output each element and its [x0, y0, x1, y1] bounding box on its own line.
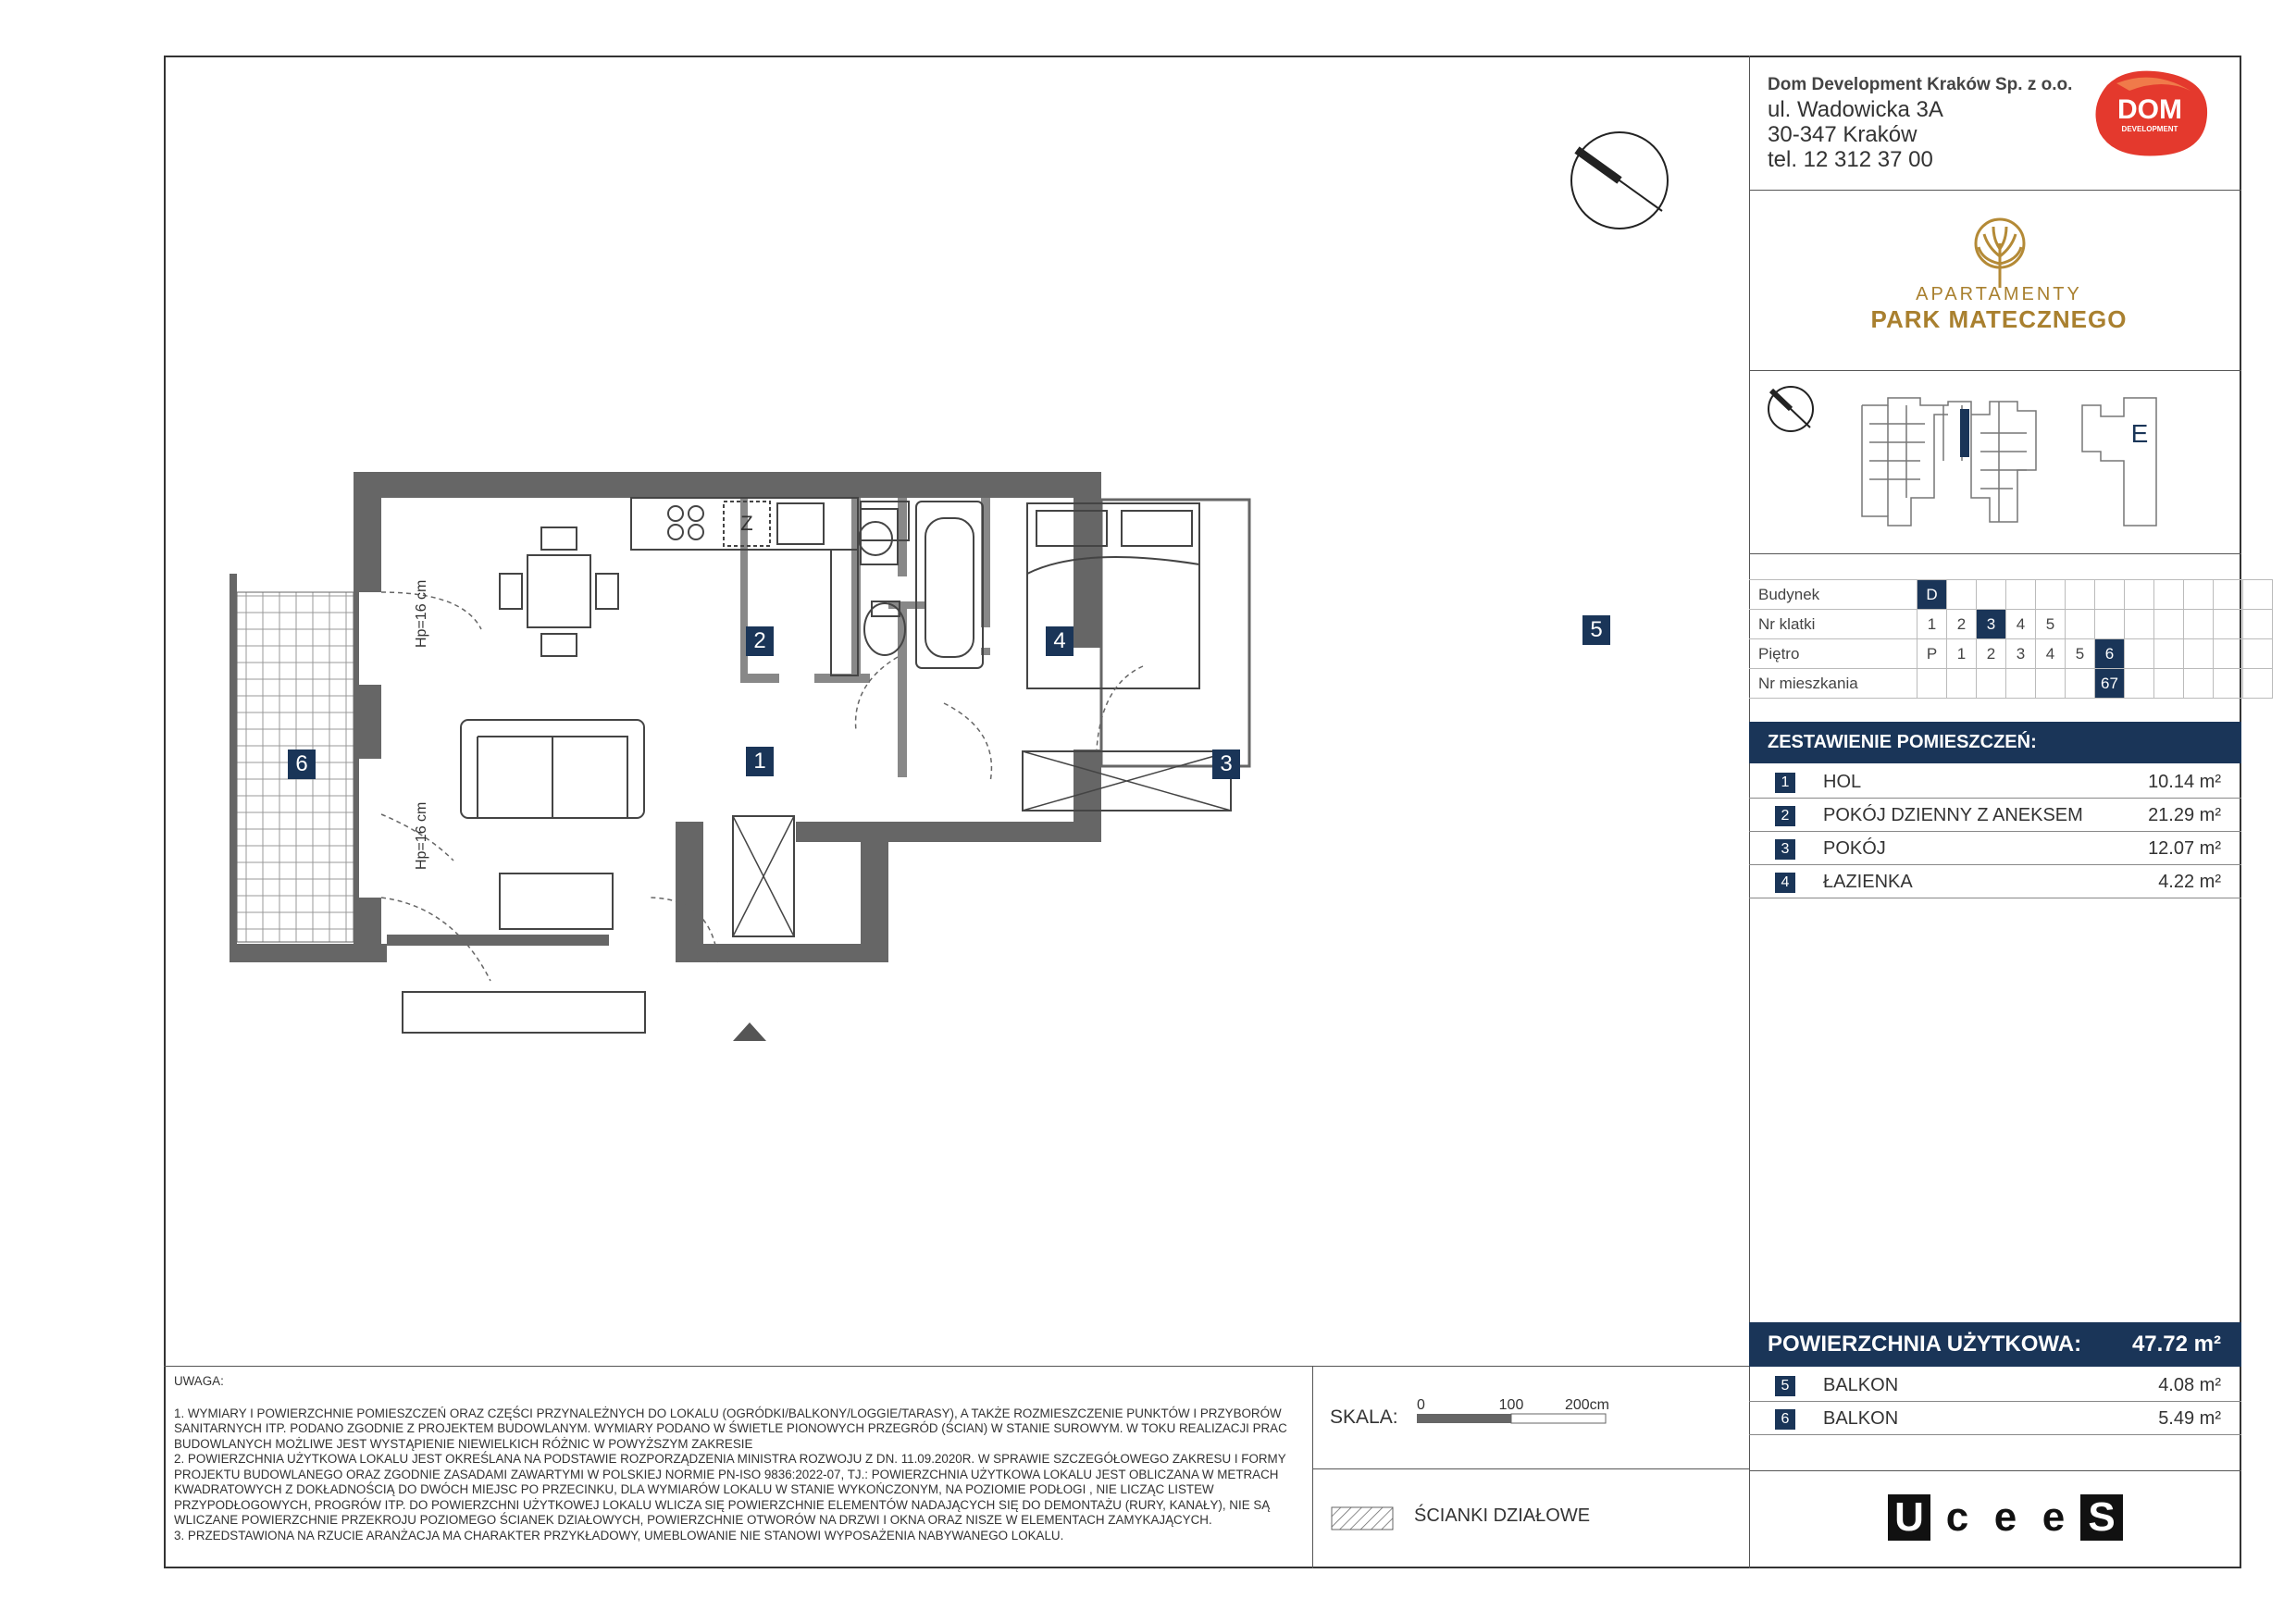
- room-area: 12.07 m²: [2148, 838, 2221, 859]
- location-cell: [2125, 610, 2154, 639]
- north-compass-icon: [1564, 130, 1675, 231]
- room-row: [1749, 765, 2241, 799]
- note-3: 3. PRZEDSTAWIONA NA RZUCIE ARANŻACJA MA CHARAKTER PRZYKŁADOWY, UMEBLOWANIE NIE STANOWI WYPOSAŻENIA NABYWANEGO LOKALU.: [174, 1528, 1064, 1542]
- room-row: [1749, 865, 2241, 898]
- room-number: 2: [1775, 806, 1795, 826]
- room-label-4: 4: [1046, 626, 1074, 656]
- rooms-header: ZESTAWIENIE POMIESZCZEŃ:: [1749, 722, 2241, 763]
- company-info: [1768, 72, 2072, 172]
- location-cell: [2006, 580, 2036, 610]
- location-cell: [2243, 669, 2273, 699]
- room-number: 4: [1775, 873, 1795, 893]
- location-cell: [2184, 610, 2214, 639]
- location-cell: [2243, 639, 2273, 669]
- keyplan-building-e: [2082, 398, 2156, 526]
- location-cell: [2154, 610, 2184, 639]
- location-cell: [2243, 580, 2273, 610]
- location-row-label: Nr mieszkania: [1749, 669, 1917, 699]
- dom-development-logo: [2089, 67, 2211, 159]
- scale-label: SKALA:: [1330, 1406, 1398, 1428]
- location-cell: [2066, 669, 2095, 699]
- company-city: 30-347 Kraków: [1768, 122, 1917, 147]
- fridge-mark: Z: [740, 512, 753, 535]
- location-cell: 5: [2066, 639, 2095, 669]
- sidebar-sep-2: [1749, 370, 2241, 371]
- extra-row: [1749, 1402, 2241, 1435]
- ucees-letter-4: e: [2042, 1494, 2066, 1540]
- location-cell: [2066, 610, 2095, 639]
- location-cell: 3: [2006, 639, 2036, 669]
- sidebar-sep-3: [1749, 553, 2241, 554]
- total-area-bar: [1749, 1322, 2241, 1367]
- room-row: [1749, 799, 2241, 832]
- company-name: Dom Development Kraków Sp. z o.o.: [1768, 75, 2073, 94]
- room-name: POKÓJ DZIENNY Z ANEKSEM: [1823, 805, 2083, 825]
- location-cell: D: [1917, 580, 1947, 610]
- location-cell: [2006, 669, 2036, 699]
- bathroom-fixtures: [859, 502, 983, 668]
- legend-hatch-icon: [1331, 1506, 1396, 1532]
- room-area: 21.29 m²: [2148, 805, 2221, 825]
- sofa: [461, 720, 644, 818]
- location-cell: [1977, 580, 2006, 610]
- location-cell: 3: [1977, 610, 2006, 639]
- location-cell: [2214, 669, 2243, 699]
- location-cell: [1977, 669, 2006, 699]
- scale-tick-100: 100: [1498, 1397, 1524, 1413]
- location-cell: [2214, 610, 2243, 639]
- location-cell: [2036, 580, 2066, 610]
- location-cell: [2095, 610, 2125, 639]
- location-cell: [2125, 580, 2154, 610]
- scale-tick-200: 200cm: [1564, 1397, 1609, 1413]
- room-area: 4.08 m²: [2158, 1375, 2221, 1395]
- room-label-3: 3: [1212, 750, 1240, 779]
- location-row-label: Nr klatki: [1749, 610, 1917, 639]
- location-row: [1749, 610, 2273, 639]
- location-cell: [2125, 639, 2154, 669]
- extra-row: [1749, 1369, 2241, 1402]
- dom-logo-text: DOM: [2117, 94, 2182, 125]
- scale-tick-0: 0: [1417, 1397, 1425, 1413]
- location-cell: 5: [2036, 610, 2066, 639]
- note-2: 2. POWIERZCHNIA UŻYTKOWA LOKALU JEST OKREŚLANA NA PODSTAWIE ROZPORZĄDZENIA MINISTRA ROZWOJU Z DN. 11.09.2020R. W SPRAWIE SZCZEGÓŁOWEGO ZAKRESU I FORMY PROJEKTU BUDOWLANEGO ORAZ ZGODNIE ZASADAMI ZAWARTYMI W POLSKIEJ NORMIE PN-ISO 9836:2022-07, TJ.: POWIERZCHNIA UŻYTKOWA LOKALU JEST OBLICZANA W METRACH KWADRATOWYCH Z DOKŁADNOŚCIĄ DO DWÓCH MIEJSC PO PRZECINKU, DLA WYMIARÓW LOKALU W STANIE WYKOŃCZONYM, NA POZIOMIE PODŁOGI , NIE LICZĄC LISTEW PRZYPODŁOGOWYCH, PROGRÓW ITP. DO POWIERZCHNI UŻYTKOWEJ LOKALU WLICZA SIĘ POWIERZCHNIE ELEMENTÓW NADAJĄCYCH SIĘ DO DEMONTAŻU (RURY, KANAŁY), NIE SĄ WLICZANE POWIERZCHNIE PRZEKROJU POZIOMEGO ŚCIANEK DZIAŁOWYCH, POWIERZCHNIE OTWORÓW NA DRZWI I OKNA ORAZ NISZE W ELEMENTACH ZAMYKAJĄCYCH.: [174, 1452, 1286, 1527]
- location-cell: [2066, 580, 2095, 610]
- exterior-walls: [230, 472, 1101, 962]
- room-number: 1: [1775, 773, 1795, 793]
- location-cell: 2: [1947, 610, 1977, 639]
- location-cell: P: [1917, 639, 1947, 669]
- room-name: POKÓJ: [1823, 838, 1886, 859]
- project-line1: APARTAMENTY: [1916, 284, 2082, 304]
- location-row: [1749, 639, 2273, 669]
- location-cell: [2125, 669, 2154, 699]
- footer-divider-v: [1312, 1366, 1313, 1568]
- room-name: HOL: [1823, 772, 1862, 792]
- room-name: BALKON: [1823, 1408, 1899, 1429]
- location-cell: [2095, 580, 2125, 610]
- location-cell: 6: [2095, 639, 2125, 669]
- location-cell: [2154, 580, 2184, 610]
- location-cell: [2036, 669, 2066, 699]
- location-cell: [1947, 669, 1977, 699]
- room-number: 5: [1775, 1376, 1795, 1396]
- legend-label: ŚCIANKI DZIAŁOWE: [1414, 1505, 1591, 1526]
- location-cell: [2184, 669, 2214, 699]
- keyplan-building-d: [1862, 398, 2036, 526]
- location-cell: 4: [2036, 639, 2066, 669]
- company-street: ul. Wadowicka 3A: [1768, 97, 1943, 122]
- ucees-letter-2: c: [1945, 1494, 1969, 1540]
- location-cell: [2214, 580, 2243, 610]
- room-name: BALKON: [1823, 1375, 1899, 1395]
- footer-divider: [164, 1366, 1749, 1367]
- room-number: 3: [1775, 839, 1795, 860]
- location-row-label: Piętro: [1749, 639, 1917, 669]
- room-area: 10.14 m²: [2148, 772, 2221, 792]
- location-row-label: Budynek: [1749, 580, 1917, 610]
- project-brand: [1758, 208, 2240, 334]
- height-note-1: Hp=16 cm: [414, 579, 429, 648]
- ucees-letter-1: U: [1888, 1494, 1930, 1541]
- room-number: 6: [1775, 1409, 1795, 1430]
- room-label-2: 2: [746, 626, 774, 656]
- window-left-2: [354, 759, 359, 898]
- location-cell: [2184, 580, 2214, 610]
- wardrobe-hall-cross: [733, 816, 794, 936]
- balcony-5: [1101, 500, 1249, 766]
- ucees-letter-3: e: [1993, 1494, 2017, 1540]
- location-cell: 67: [2095, 669, 2125, 699]
- room-label-1: 1: [746, 747, 774, 776]
- location-row: [1749, 669, 2273, 699]
- location-cell: [2154, 639, 2184, 669]
- room-label-5: 5: [1582, 615, 1610, 645]
- window-left-1: [354, 592, 359, 685]
- room-row: [1749, 832, 2241, 865]
- room-area: 5.49 m²: [2158, 1408, 2221, 1429]
- height-note-2: Hp=16 cm: [414, 801, 429, 870]
- coffee-table: [500, 873, 613, 929]
- room-name: ŁAZIENKA: [1823, 872, 1913, 892]
- location-table: [1749, 579, 2273, 699]
- note-1: 1. WYMIARY I POWIERZCHNIE POMIESZCZEŃ ORAZ CZĘŚCI PRZYNALEŻNYCH DO LOKALU (OGRÓDKI/BALKONY/LOGGIE/TARASY), A TAKŻE ROZMIESZCZENIE PUNKTÓW I PRZYBORÓW SANITARNYCH ITP. PODANO ZGODNIE Z PROJEKTEM BUDOWLANYM. WYMIARY PODANO W ŚWIETLE PIONOWYCH PRZEGRÓD (ŚCIAN) W STANIE SUROWYM. W TOKU REALIZACJI PRAC BUDOWLANYCH MOŻLIWE JEST WYSTĄPIENIE NIEWIELKICH RÓŻNIC W POWYŻSZYM ZAKRESIE: [174, 1406, 1287, 1451]
- total-area-label: POWIERZCHNIA UŻYTKOWA:: [1768, 1332, 2082, 1357]
- sidebar-sep-4: [1749, 1470, 2241, 1471]
- project-line2: PARK MATECZNEGO: [1870, 305, 2128, 333]
- keyplan-wing-label: E: [2130, 419, 2149, 448]
- location-cell: 1: [1947, 639, 1977, 669]
- dining-table: [500, 527, 618, 656]
- location-cell: [2184, 639, 2214, 669]
- location-cell: [1947, 580, 1977, 610]
- location-cell: 1: [1917, 610, 1947, 639]
- notes-block: [174, 1374, 1298, 1543]
- location-cell: 2: [1977, 639, 2006, 669]
- location-row: [1749, 580, 2273, 610]
- room-label-6: 6: [288, 750, 316, 779]
- company-phone: tel. 12 312 37 00: [1768, 147, 1933, 172]
- location-cell: [2154, 669, 2184, 699]
- location-cell: [2243, 610, 2273, 639]
- notes-title: UWAGA:: [174, 1374, 224, 1388]
- key-plan: [1758, 378, 2240, 535]
- footer-divider-h: [1312, 1468, 1749, 1469]
- total-area-value: 47.72 m²: [2131, 1332, 2221, 1357]
- floor-plan: [213, 463, 1712, 1110]
- keyplan-compass-icon: [1769, 387, 1813, 431]
- location-cell: [2214, 639, 2243, 669]
- ucees-letter-5: S: [2080, 1494, 2123, 1541]
- tree-logo-icon: [1969, 216, 2030, 290]
- location-cell: [1917, 669, 1947, 699]
- location-cell: 4: [2006, 610, 2036, 639]
- sidebar-sep-1: [1749, 190, 2241, 191]
- dom-logo-subtext: DEVELOPMENT: [2121, 125, 2178, 133]
- scale-bar: [1411, 1394, 1615, 1431]
- wardrobe-entry: [403, 992, 645, 1033]
- ucees-logo: [1888, 1494, 2123, 1541]
- keyplan-selected-stairwell: [1960, 409, 1969, 457]
- room-area: 4.22 m²: [2158, 872, 2221, 892]
- entrance-arrow-icon: [733, 1022, 766, 1041]
